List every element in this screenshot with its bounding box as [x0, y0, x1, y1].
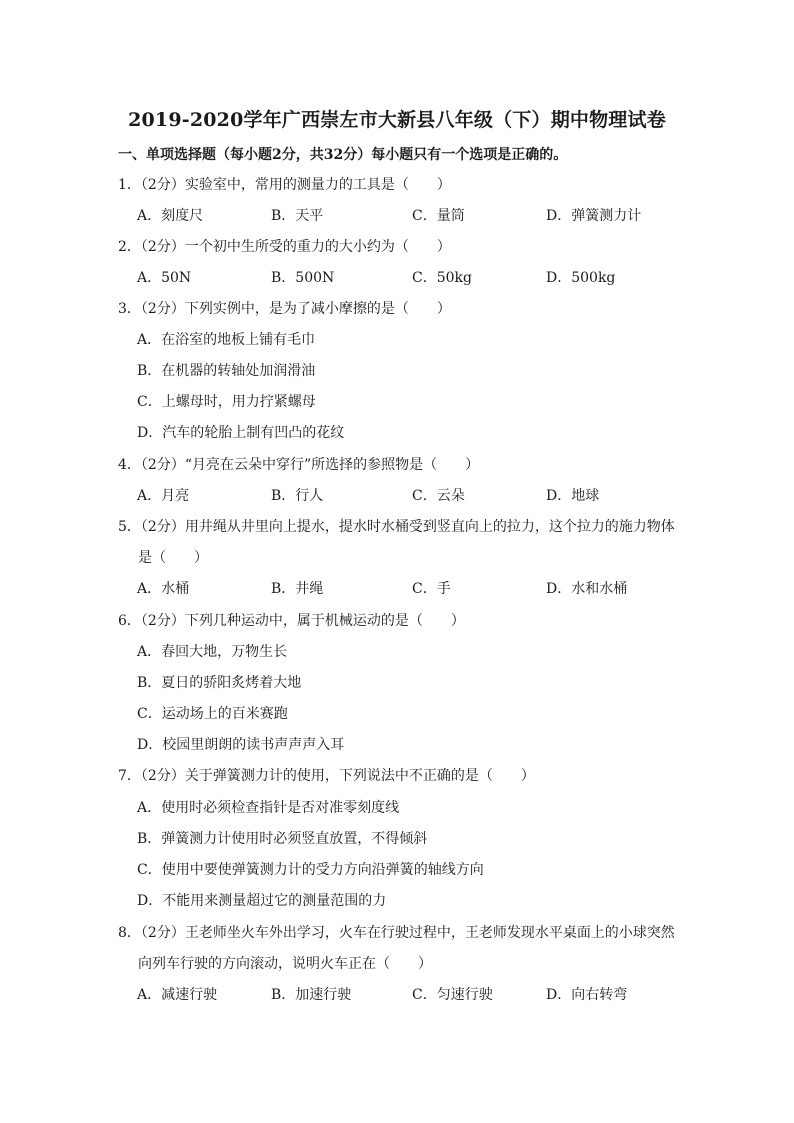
- option-d: D．弹簧测力计: [546, 208, 642, 224]
- question-8: [118, 918, 675, 980]
- option-a: A．减速行驶: [137, 987, 218, 1003]
- question-stem: 2．（2分）一个初中生所受的重力的大小约为（ ）: [118, 239, 451, 255]
- option-d: D．地球: [546, 488, 600, 504]
- option-d: D．校园里朗朗的读书声声声入耳: [137, 737, 345, 753]
- option-b: B．天平: [271, 208, 324, 224]
- option-b: B．夏日的骄阳炙烤着大地: [137, 675, 302, 691]
- section-heading: 一、单项选择题（每小题2分，共32分）每小题只有一个选项是正确的。: [118, 147, 568, 163]
- question-2-options: [137, 263, 697, 294]
- question-stem-continued: 是（ ）: [138, 550, 208, 566]
- option-c: C．匀速行驶: [412, 987, 493, 1003]
- option-d: D．不能用来测量超过它的测量范围的力: [137, 893, 387, 909]
- option-a: A．50N: [137, 270, 192, 286]
- question-stem: 3．（2分）下列实例中，是为了减小摩擦的是（ ）: [118, 301, 451, 317]
- question-5-options: [137, 574, 697, 605]
- question-stem: 5．（2分）用井绳从井里向上提水，提水时水桶受到竖直向上的拉力，这个拉力的施力物体: [118, 519, 675, 535]
- question-3: [118, 294, 451, 325]
- option-a: A．水桶: [137, 581, 190, 597]
- option-a: A．在浴室的地板上铺有毛巾: [137, 332, 316, 348]
- option-a: A．使用时必须检查指针是否对准零刻度线: [137, 800, 400, 816]
- question-stem: 6．（2分）下列几种运动中，属于机械运动的是（ ）: [118, 613, 465, 629]
- option-b: B．井绳: [271, 581, 324, 597]
- option-c: C．50kg: [412, 270, 472, 286]
- option-b: B．在机器的转轴处加润滑油: [137, 363, 316, 379]
- question-8-options: [137, 980, 697, 1011]
- option-d: D．汽车的轮胎上制有凹凸的花纹: [137, 425, 345, 441]
- option-d: D．500kg: [546, 270, 616, 286]
- option-a: A．月亮: [137, 488, 190, 504]
- question-7: [118, 761, 535, 792]
- option-c: C．上螺母时，用力拧紧螺母: [137, 394, 316, 410]
- question-1-options: [137, 201, 697, 232]
- option-c: C．云朵: [412, 488, 465, 504]
- option-b: B．弹簧测力计使用时必须竖直放置，不得倾斜: [137, 831, 428, 847]
- option-a: A．刻度尺: [137, 208, 204, 224]
- option-b: B．行人: [271, 488, 324, 504]
- question-4: [118, 450, 479, 481]
- option-c: C．量筒: [412, 208, 465, 224]
- option-c: C．使用中要使弹簧测力计的受力方向沿弹簧的轴线方向: [137, 862, 484, 878]
- option-c: C．运动场上的百米赛跑: [137, 706, 288, 722]
- question-stem: 8．（2分）王老师坐火车外出学习，火车在行驶过程中，王老师发现水平桌面上的小球突然: [118, 925, 675, 941]
- option-d: D．向右转弯: [546, 987, 628, 1003]
- page-title: 2019-2020学年广西崇左市大新县八年级（下）期中物理试卷: [128, 109, 666, 131]
- question-stem: 4．（2分）“月亮在云朵中穿行”所选择的参照物是（ ）: [118, 457, 480, 473]
- option-a: A．春回大地，万物生长: [137, 644, 288, 660]
- question-2: [118, 232, 451, 263]
- option-d: D．水和水桶: [546, 581, 628, 597]
- question-4-options: [137, 481, 697, 512]
- question-stem: 7．（2分）关于弹簧测力计的使用，下列说法中不正确的是（ ）: [118, 768, 535, 784]
- option-b: B．500N: [271, 270, 335, 286]
- question-5: [118, 512, 675, 574]
- option-b: B．加速行驶: [271, 987, 352, 1003]
- question-6: [118, 606, 465, 637]
- question-1: [118, 170, 451, 201]
- question-stem-continued: 向列车行驶的方向滚动，说明火车正在（ ）: [138, 956, 432, 972]
- question-stem: 1．（2分）实验室中，常用的测量力的工具是（ ）: [118, 177, 451, 193]
- option-c: C．手: [412, 581, 451, 597]
